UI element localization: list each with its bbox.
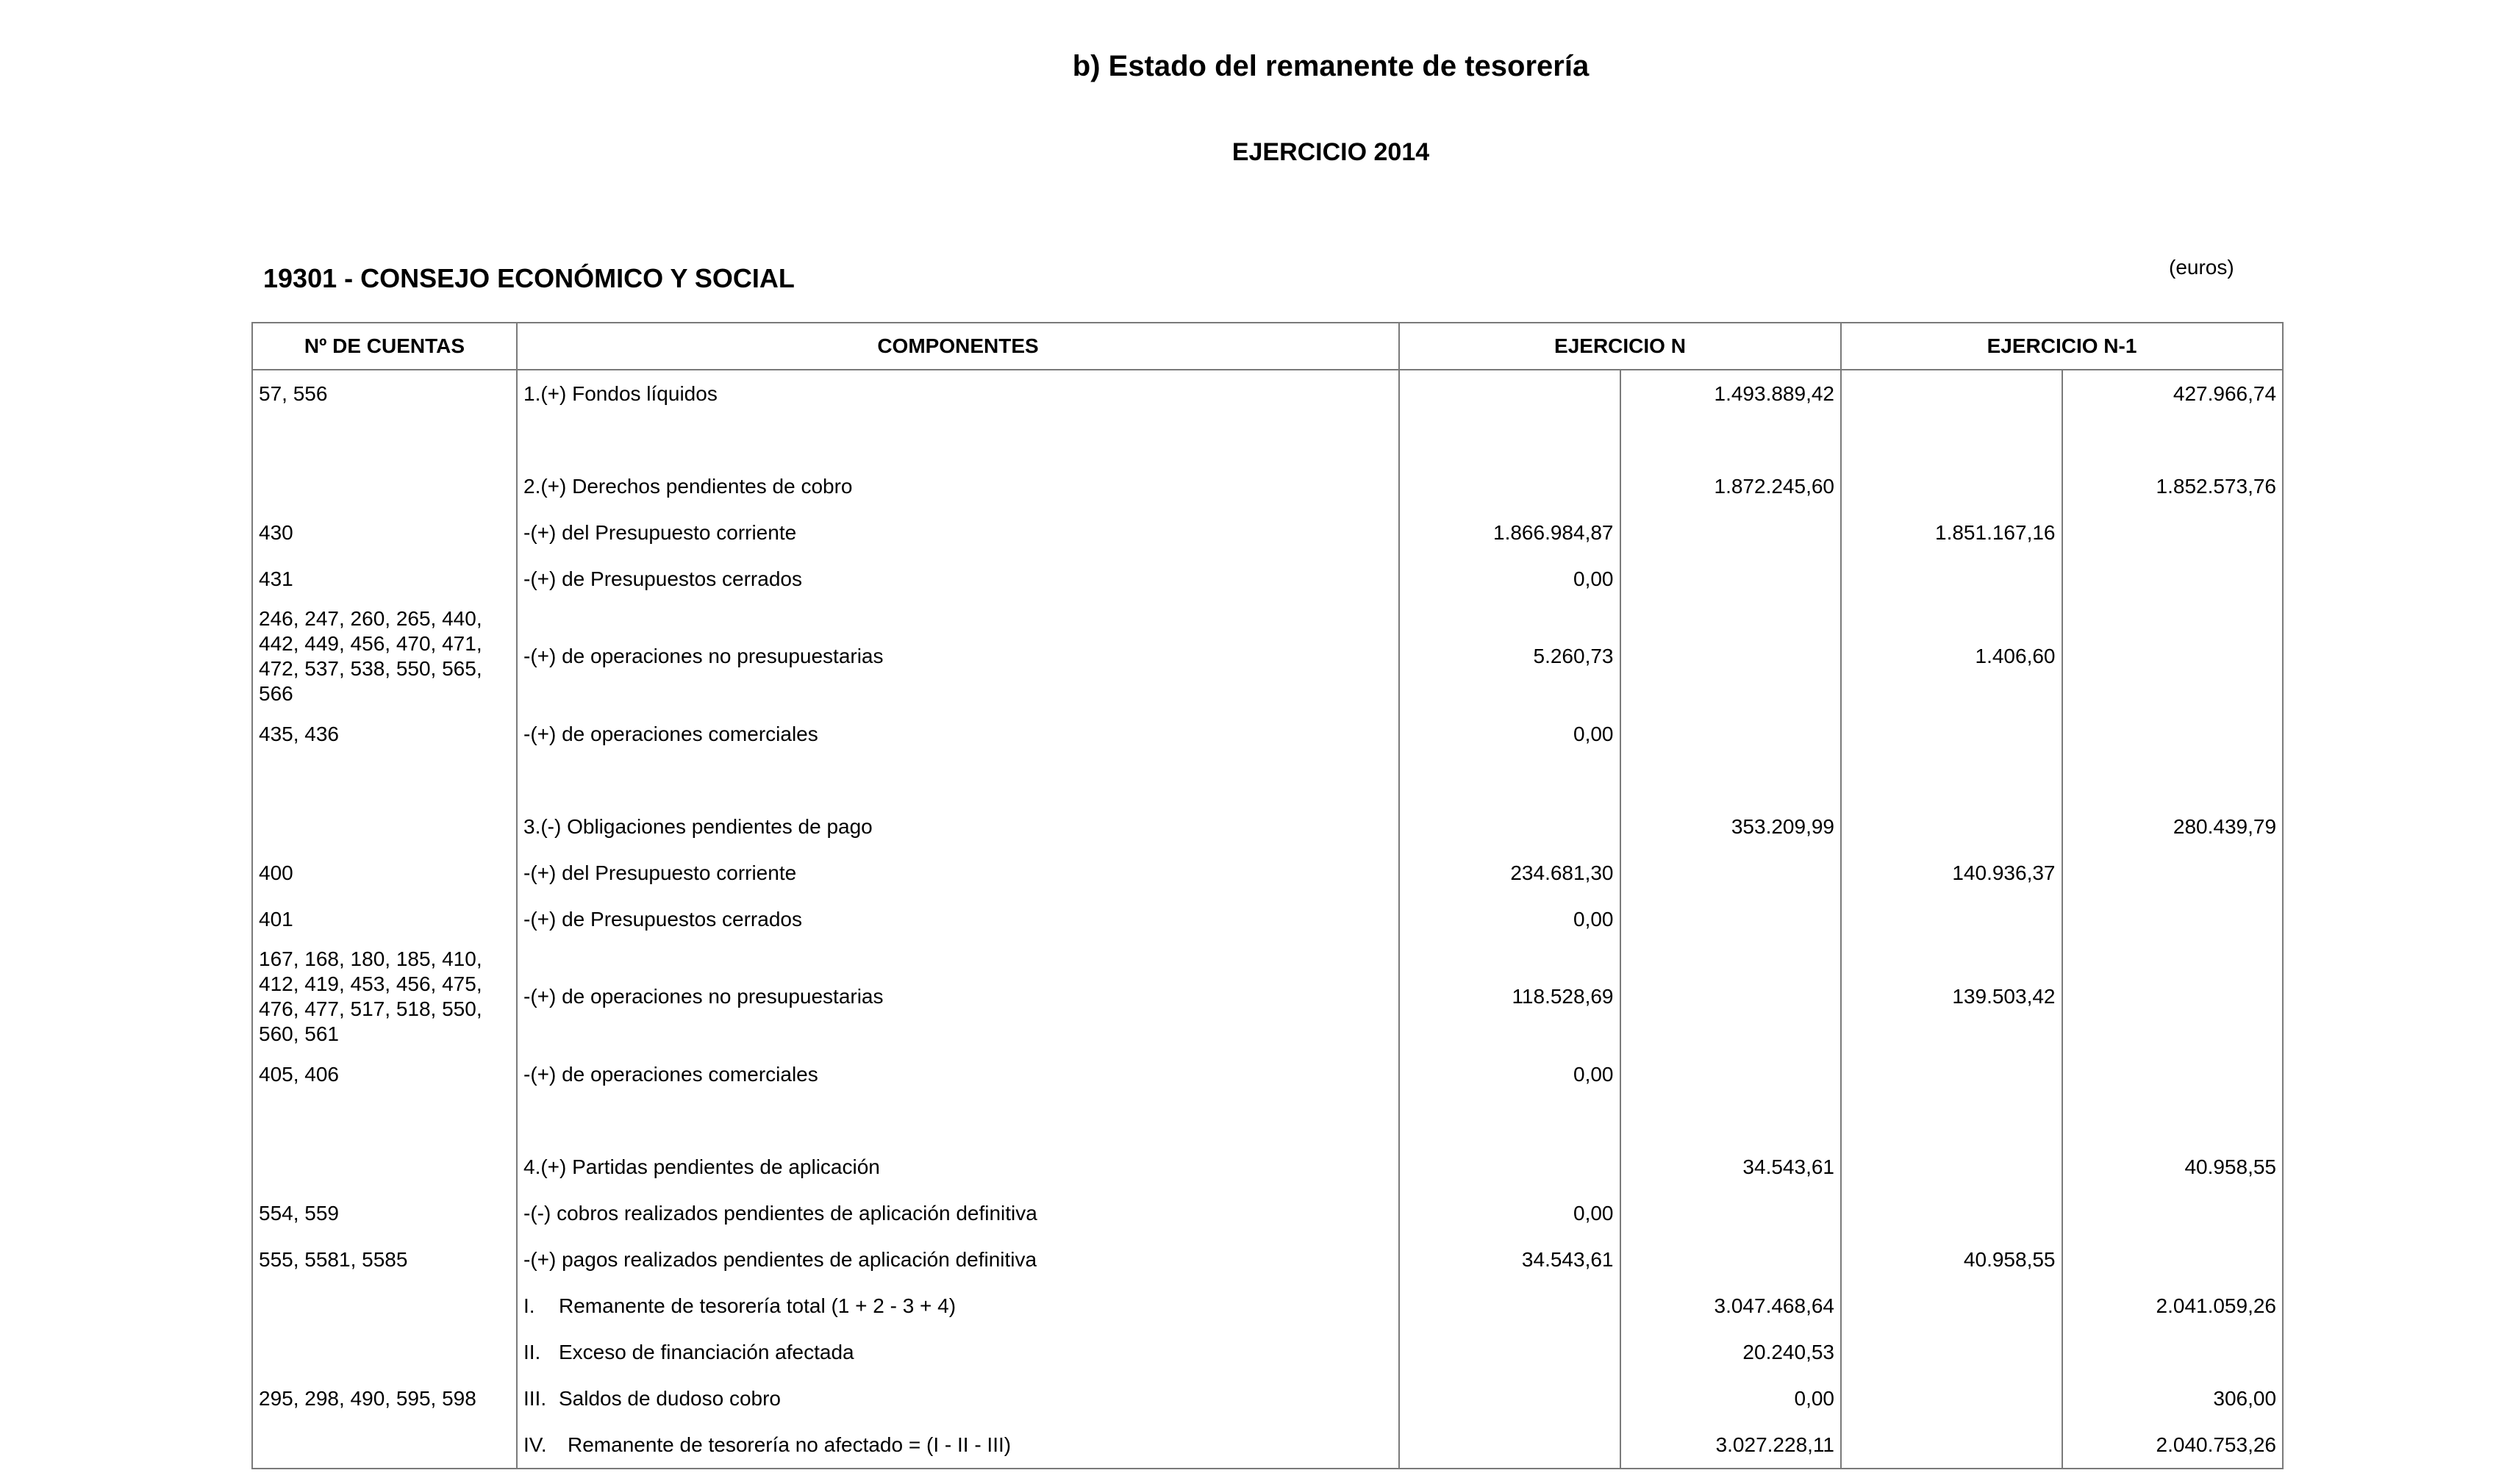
accounts-cell <box>252 463 517 509</box>
year-n-total-cell: 3.027.228,11 <box>1620 1422 1842 1469</box>
year-n-detail-cell <box>1399 1144 1620 1190</box>
component-cell: -(-) cobros realizados pendientes de aplicación definitiva <box>517 1190 1399 1236</box>
year-n-total-cell <box>1620 1236 1842 1283</box>
component-cell: -(+) de Presupuestos cerrados <box>517 896 1399 942</box>
accounts-cell <box>252 1144 517 1190</box>
accounts-cell: 57, 556 <box>252 370 517 417</box>
spacer-row <box>252 757 2283 803</box>
component-cell <box>517 1422 1399 1469</box>
year-n1-detail-cell <box>1841 463 2062 509</box>
year-n1-detail-cell: 140.936,37 <box>1841 850 2062 896</box>
year-n-total-cell <box>1620 602 1842 711</box>
spacer-row <box>252 417 2283 463</box>
accounts-cell <box>252 1283 517 1329</box>
year-n1-total-cell <box>2062 711 2284 757</box>
accounts-cell <box>252 1422 517 1469</box>
year-n-total-cell: 20.240,53 <box>1620 1329 1842 1375</box>
year-n-detail-cell: 5.260,73 <box>1399 602 1620 711</box>
spacer-row <box>252 1097 2283 1144</box>
year-n-detail-cell: 234.681,30 <box>1399 850 1620 896</box>
year-n1-total-cell <box>2062 509 2284 556</box>
accounts-cell: 295, 298, 490, 595, 598 <box>252 1375 517 1422</box>
accounts-cell: 400 <box>252 850 517 896</box>
year-n1-total-cell: 280.439,79 <box>2062 803 2284 850</box>
column-header-components: COMPONENTES <box>517 323 1399 370</box>
accounts-cell: 430 <box>252 509 517 556</box>
roman-numeral: II. <box>523 1340 541 1363</box>
accounts-cell: 246, 247, 260, 265, 440, 442, 449, 456, 470, 471, 472, 537, 538, 550, 565, 566 <box>252 602 517 711</box>
column-header-year-n1: EJERCICIO N-1 <box>1841 323 2283 370</box>
year-n1-detail-cell <box>1841 556 2062 602</box>
component-cell: -(+) de operaciones no presupuestarias <box>517 942 1399 1051</box>
year-n-total-cell: 0,00 <box>1620 1375 1842 1422</box>
year-n1-detail-cell <box>1841 1329 2062 1375</box>
year-n1-total-cell: 40.958,55 <box>2062 1144 2284 1190</box>
table-row <box>252 509 2283 556</box>
year-n-total-cell: 3.047.468,64 <box>1620 1283 1842 1329</box>
year-n1-total-cell <box>2062 1190 2284 1236</box>
year-n-detail-cell <box>1399 1422 1620 1469</box>
accounts-cell <box>252 803 517 850</box>
year-n1-detail-cell <box>1841 1190 2062 1236</box>
year-n-detail-cell: 1.866.984,87 <box>1399 509 1620 556</box>
component-cell: -(+) de operaciones comerciales <box>517 711 1399 757</box>
accounts-cell: 431 <box>252 556 517 602</box>
component-cell: -(+) de Presupuestos cerrados <box>517 556 1399 602</box>
table-row <box>252 1144 2283 1190</box>
year-n-detail-cell <box>1399 1329 1620 1375</box>
exercise-heading: EJERCICIO 2014 <box>1231 138 1430 166</box>
accounts-cell <box>252 1329 517 1375</box>
year-n1-detail-cell: 139.503,42 <box>1841 942 2062 1051</box>
currency-note: (euros) <box>2169 256 2234 279</box>
year-n1-total-cell: 2.041.059,26 <box>2062 1283 2284 1329</box>
accounts-cell: 401 <box>252 896 517 942</box>
year-n-total-cell <box>1620 896 1842 942</box>
accounts-cell: 435, 436 <box>252 711 517 757</box>
year-n1-total-cell <box>2062 896 2284 942</box>
year-n1-total-cell <box>2062 1329 2284 1375</box>
table-row <box>252 602 2283 711</box>
table-row <box>252 1051 2283 1097</box>
year-n-total-cell: 1.872.245,60 <box>1620 463 1842 509</box>
column-header-year-n: EJERCICIO N <box>1399 323 1841 370</box>
summary-row <box>252 1329 2283 1375</box>
component-cell <box>517 1375 1399 1422</box>
component-cell <box>517 1329 1399 1375</box>
year-n-detail-cell: 0,00 <box>1399 1190 1620 1236</box>
component-cell: -(+) del Presupuesto corriente <box>517 509 1399 556</box>
table-row <box>252 463 2283 509</box>
year-n-detail-cell: 0,00 <box>1399 556 1620 602</box>
table-row <box>252 896 2283 942</box>
year-n1-total-cell: 427.966,74 <box>2062 370 2284 417</box>
roman-numeral: IV. <box>523 1433 547 1456</box>
summary-label: Saldos de dudoso cobro <box>559 1386 781 1410</box>
year-n1-detail-cell <box>1841 1422 2062 1469</box>
roman-numeral: III. <box>523 1386 547 1410</box>
year-n-detail-cell: 0,00 <box>1399 896 1620 942</box>
year-n-detail-cell: 0,00 <box>1399 711 1620 757</box>
year-n1-total-cell: 2.040.753,26 <box>2062 1422 2284 1469</box>
table-row <box>252 942 2283 1051</box>
table-header-row <box>252 323 2283 370</box>
table-row <box>252 370 2283 417</box>
summary-label: Remanente de tesorería no afectado = (I - II - III) <box>568 1433 1012 1456</box>
component-cell: 1.(+) Fondos líquidos <box>517 370 1399 417</box>
year-n-detail-cell: 118.528,69 <box>1399 942 1620 1051</box>
year-n-detail-cell <box>1399 1375 1620 1422</box>
accounts-cell: 167, 168, 180, 185, 410, 412, 419, 453, 456, 475, 476, 477, 517, 518, 550, 560, 561 <box>252 942 517 1051</box>
summary-row <box>252 1422 2283 1469</box>
year-n1-detail-cell: 40.958,55 <box>1841 1236 2062 1283</box>
year-n-total-cell <box>1620 1051 1842 1097</box>
year-n1-total-cell <box>2062 1051 2284 1097</box>
year-n1-detail-cell <box>1841 803 2062 850</box>
accounts-cell: 555, 5581, 5585 <box>252 1236 517 1283</box>
year-n-total-cell <box>1620 556 1842 602</box>
table-row <box>252 850 2283 896</box>
roman-numeral: I. <box>523 1294 535 1317</box>
column-header-accounts: Nº DE CUENTAS <box>252 323 517 370</box>
table-row <box>252 803 2283 850</box>
table-row <box>252 1236 2283 1283</box>
year-n1-detail-cell <box>1841 1144 2062 1190</box>
component-cell: 2.(+) Derechos pendientes de cobro <box>517 463 1399 509</box>
component-cell: -(+) pagos realizados pendientes de aplicación definitiva <box>517 1236 1399 1283</box>
year-n-total-cell <box>1620 509 1842 556</box>
year-n-detail-cell <box>1399 370 1620 417</box>
year-n1-detail-cell <box>1841 1283 2062 1329</box>
year-n-detail-cell <box>1399 803 1620 850</box>
year-n-detail-cell: 0,00 <box>1399 1051 1620 1097</box>
year-n-total-cell <box>1620 942 1842 1051</box>
year-n-total-cell: 1.493.889,42 <box>1620 370 1842 417</box>
year-n1-detail-cell <box>1841 711 2062 757</box>
entity-name: 19301 - CONSEJO ECONÓMICO Y SOCIAL <box>263 263 795 293</box>
year-n-detail-cell: 34.543,61 <box>1399 1236 1620 1283</box>
year-n-detail-cell <box>1399 1283 1620 1329</box>
year-n1-total-cell: 1.852.573,76 <box>2062 463 2284 509</box>
summary-label: Exceso de financiación afectada <box>559 1340 854 1363</box>
year-n1-detail-cell <box>1841 896 2062 942</box>
table-row <box>252 711 2283 757</box>
component-cell: -(+) de operaciones comerciales <box>517 1051 1399 1097</box>
component-cell: -(+) de operaciones no presupuestarias <box>517 602 1399 711</box>
component-cell: -(+) del Presupuesto corriente <box>517 850 1399 896</box>
accounts-cell: 405, 406 <box>252 1051 517 1097</box>
year-n1-detail-cell: 1.406,60 <box>1841 602 2062 711</box>
year-n1-detail-cell <box>1841 370 2062 417</box>
year-n-total-cell <box>1620 711 1842 757</box>
summary-row <box>252 1375 2283 1422</box>
year-n1-detail-cell <box>1841 1051 2062 1097</box>
component-cell: 4.(+) Partidas pendientes de aplicación <box>517 1144 1399 1190</box>
summary-row <box>252 1283 2283 1329</box>
year-n1-total-cell <box>2062 942 2284 1051</box>
year-n1-total-cell <box>2062 1236 2284 1283</box>
year-n-total-cell <box>1620 850 1842 896</box>
year-n1-total-cell <box>2062 556 2284 602</box>
year-n1-detail-cell: 1.851.167,16 <box>1841 509 2062 556</box>
summary-label: Remanente de tesorería total (1 + 2 - 3 + 4) <box>559 1294 957 1317</box>
table-row <box>252 556 2283 602</box>
year-n-detail-cell <box>1399 463 1620 509</box>
treasury-remainder-table <box>251 322 2284 1469</box>
year-n-total-cell: 34.543,61 <box>1620 1144 1842 1190</box>
year-n1-total-cell <box>2062 602 2284 711</box>
year-n1-total-cell <box>2062 850 2284 896</box>
year-n-total-cell <box>1620 1190 1842 1236</box>
accounts-cell: 554, 559 <box>252 1190 517 1236</box>
component-cell <box>517 1283 1399 1329</box>
year-n1-total-cell: 306,00 <box>2062 1375 2284 1422</box>
document-title: b) Estado del remanente de tesorería <box>1072 50 1590 82</box>
year-n-total-cell: 353.209,99 <box>1620 803 1842 850</box>
year-n1-detail-cell <box>1841 1375 2062 1422</box>
table-row <box>252 1190 2283 1236</box>
component-cell: 3.(-) Obligaciones pendientes de pago <box>517 803 1399 850</box>
